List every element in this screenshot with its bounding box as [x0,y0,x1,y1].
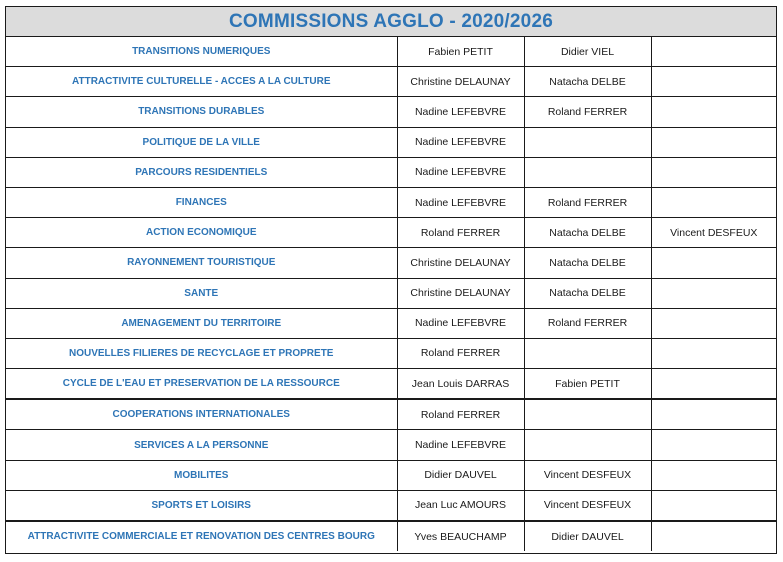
commission-name-cell: SPORTS ET LOISIRS [6,490,397,521]
table-row [6,338,776,368]
member-cell-1: Roland FERRER [397,338,524,368]
member-cell-1: Nadine LEFEBVRE [397,430,524,460]
member-cell-1: Nadine LEFEBVRE [397,157,524,187]
member-cell-1: Nadine LEFEBVRE [397,308,524,338]
member-cell-2 [524,338,651,368]
member-cell-3 [651,430,776,460]
table-row [6,490,776,521]
table-row [6,460,776,490]
member-cell-3 [651,278,776,308]
commission-name-cell: AMENAGEMENT DU TERRITOIRE [6,308,397,338]
sheet-title: COMMISSIONS AGGLO - 2020/2026 [6,7,776,37]
member-cell-3 [651,460,776,490]
commission-name-cell: PARCOURS RESIDENTIELS [6,157,397,187]
commission-name-cell: CYCLE DE L'EAU ET PRESERVATION DE LA RESSOURCE [6,369,397,400]
commission-name-cell: ACTION ECONOMIQUE [6,218,397,248]
table-row [6,399,776,430]
commission-name-cell: TRANSITIONS DURABLES [6,97,397,127]
member-cell-2: Roland FERRER [524,97,651,127]
member-cell-3 [651,521,776,551]
table-row [6,97,776,127]
table-row [6,521,776,551]
member-cell-2 [524,157,651,187]
member-cell-3 [651,308,776,338]
table-row [6,127,776,157]
commission-name-cell: RAYONNEMENT TOURISTIQUE [6,248,397,278]
commissions-sheet [5,6,777,554]
member-cell-1: Christine DELAUNAY [397,248,524,278]
commission-name-cell: FINANCES [6,187,397,217]
table-row [6,157,776,187]
member-cell-1: Christine DELAUNAY [397,67,524,97]
commission-name-cell: TRANSITIONS NUMERIQUES [6,37,397,67]
table-row [6,67,776,97]
table-row [6,37,776,67]
table-row [6,248,776,278]
member-cell-3 [651,338,776,368]
member-cell-2: Fabien PETIT [524,369,651,400]
commission-name-cell: NOUVELLES FILIERES DE RECYCLAGE ET PROPRETE [6,338,397,368]
member-cell-2 [524,399,651,430]
table-row [6,369,776,400]
member-cell-1: Didier DAUVEL [397,460,524,490]
member-cell-1: Roland FERRER [397,218,524,248]
member-cell-2: Didier VIEL [524,37,651,67]
table-row [6,278,776,308]
member-cell-3 [651,127,776,157]
member-cell-2: Natacha DELBE [524,248,651,278]
member-cell-2: Didier DAUVEL [524,521,651,551]
member-cell-1: Christine DELAUNAY [397,278,524,308]
member-cell-2 [524,430,651,460]
member-cell-3 [651,248,776,278]
member-cell-1: Nadine LEFEBVRE [397,97,524,127]
table-row [6,430,776,460]
member-cell-2: Natacha DELBE [524,278,651,308]
member-cell-1: Fabien PETIT [397,37,524,67]
member-cell-1: Jean Luc AMOURS [397,490,524,521]
commission-name-cell: ATTRACTIVITE CULTURELLE - ACCES A LA CULTURE [6,67,397,97]
commission-name-cell: POLITIQUE DE LA VILLE [6,127,397,157]
commissions-table [6,37,776,551]
table-row [6,187,776,217]
member-cell-3 [651,157,776,187]
member-cell-2: Roland FERRER [524,308,651,338]
member-cell-3 [651,187,776,217]
member-cell-1: Nadine LEFEBVRE [397,127,524,157]
table-row [6,218,776,248]
member-cell-3 [651,97,776,127]
member-cell-3 [651,37,776,67]
commission-name-cell: SERVICES A LA PERSONNE [6,430,397,460]
member-cell-1: Yves BEAUCHAMP [397,521,524,551]
member-cell-1: Jean Louis DARRAS [397,369,524,400]
member-cell-2: Vincent DESFEUX [524,490,651,521]
member-cell-3 [651,490,776,521]
commission-name-cell: MOBILITES [6,460,397,490]
member-cell-3 [651,67,776,97]
commission-name-cell: SANTE [6,278,397,308]
table-row [6,308,776,338]
member-cell-2 [524,127,651,157]
member-cell-1: Roland FERRER [397,399,524,430]
commission-name-cell: COOPERATIONS INTERNATIONALES [6,399,397,430]
member-cell-3: Vincent DESFEUX [651,218,776,248]
member-cell-2: Roland FERRER [524,187,651,217]
commission-name-cell: ATTRACTIVITE COMMERCIALE ET RENOVATION DES CENTRES BOURG [6,521,397,551]
commissions-table-body [6,37,776,551]
member-cell-3 [651,369,776,400]
member-cell-2: Vincent DESFEUX [524,460,651,490]
member-cell-1: Nadine LEFEBVRE [397,187,524,217]
member-cell-3 [651,399,776,430]
member-cell-2: Natacha DELBE [524,67,651,97]
member-cell-2: Natacha DELBE [524,218,651,248]
